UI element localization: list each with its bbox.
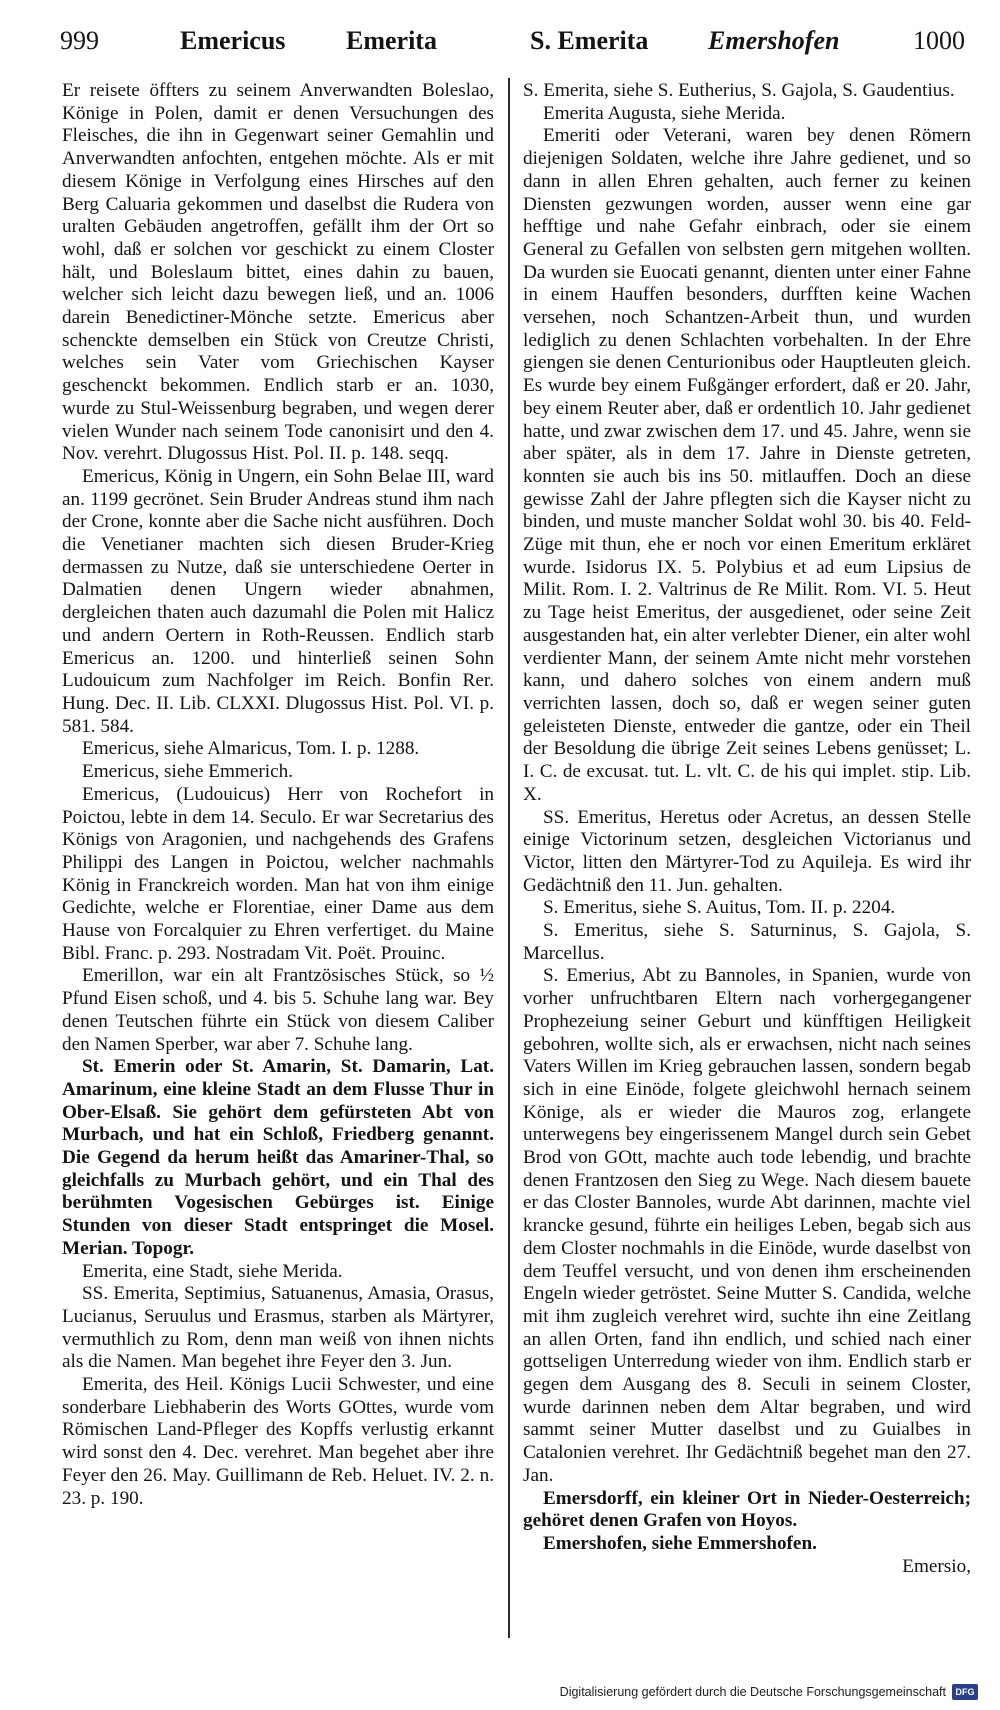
entry-ss-emeritus: SS. Emeritus, Heretus oder Acretus, an dessen Stelle einige Victorinum setzen, desgleichen Victorianus und Victor, litten den Märtyrer-Tod zu Aquileja. Es wird ihr Gedächtniß den 11. Jun. gehalten. — [523, 806, 971, 896]
column-divider — [508, 78, 510, 1638]
dfg-logo-icon: DFG — [952, 1684, 978, 1700]
footer-credit: Digitalisierung gefördert durch die Deutsche Forschungsgemeinschaft — [559, 1685, 946, 1699]
running-header — [60, 18, 965, 62]
catchword: Emersio, — [902, 1555, 971, 1577]
header-keyword-4: Emershofen — [708, 26, 840, 55]
header-keyword-1: Emericus — [180, 26, 286, 55]
header-keyword-3: S. Emerita — [530, 26, 649, 55]
header-keyword-2: Emerita — [346, 26, 437, 55]
entry-s-emeritus-auitus: S. Emeritus, siehe S. Auitus, Tom. II. p. 2204. — [543, 897, 896, 919]
entry-emerita-city: Emerita, eine Stadt, siehe Merida. — [82, 1260, 343, 1282]
entry-emericus-ludouicus: Emericus, (Ludouicus) Herr von Rochefort in Poictou, lebte in dem 14. Seculo. Er war Secretarius des Königs von Aragonien, und nachgehends des Grafens Philippi des Langen in Poictou, welcher nachmahls König in Franckreich worden. Man hat von ihm einige Gedichte, welche er Florentiae, einer Dame aus dem Hause von Forcalquier zu Ehren verfertiget. du Maine Bibl. Franc. p. 293. Nostradam Vit. Poët. Prouinc. — [62, 783, 494, 964]
entry-emericus-almaricus: Emericus, siehe Almaricus, Tom. I. p. 1288. — [82, 738, 420, 760]
page-number-left: 999 — [60, 26, 99, 55]
entry-emerillon: Emerillon, war ein alt Frantzösisches Stück, so ½ Pfund Eisen schoß, und 4. bis 5. Schuhe lang war. Bey denen Teutschen führte ein Stück von diesem Caliber den Namen Sperber, war aber 7. Schuhe lang. — [62, 965, 494, 1055]
entry-s-emerius: S. Emerius, Abt zu Bannoles, in Spanien, wurde von vorher unfruchtbaren Eltern nach vorhergegangener Prophezeiung seiner Geburt und künfftigen Heiligkeit gebohren, wollte sich, als er erwachsen, nicht nach seines Vaters Willen im Krieg gebrauchen lassen, sondern begab sich in eine Einöde, folgete gleichwohl hernach seinem Könige, als er wieder die Mauros zog, erlangete unterwegens bey eingerissenem Mangel durch sein Gebet Brod von GOtt, machte auch tode lebendig, und brachte denen Frantzosen den Sieg zu Wege. Nach diesem bauete er das Closter Bannoles, wurde Abt darinnen, machte viel krancke gesund, führte ein heiliges Leben, begab sich aus dem Closter nochmahls in die Einöde, wurde daselbst von dem Teuffel versucht, und von denen ihm erscheinenden Engeln wieder getröstet. Seine Mutter S. Candida, welche mit ihm zugleich verehret wird, suchte ihn eine Zeitlang an allen Orten, fand ihn endlich, und schied nach einer gottseligen Unterredung wieder von ihm. Endlich starb er gegen dem Ausgang des 8. Seculi in seinem Closter, wurde darinnen neben dem Altar begraben, und wird sammt seiner Mutter daselbst und zu Guialbes in Catalonien verehret. Ihr Gedächtniß begehet man den 27. Jan. — [523, 965, 971, 1486]
entry-emersdorff: Emersdorff, ein kleiner Ort in Nieder-Oesterreich; gehöret denen Grafen von Hoyos. — [523, 1487, 971, 1532]
digitization-footer — [560, 1684, 978, 1700]
entry-emerita-augusta: Emerita Augusta, siehe Merida. — [543, 102, 786, 124]
page-number-right: 1000 — [913, 26, 965, 55]
entry-ss-emerita: SS. Emerita, Septimius, Satuanenus, Amasia, Orasus, Lucianus, Seruulus und Erasmus, starben als Märtyrer, vermuthlich zu Rom, denn man weiß von ihnen nichts als die Namen. Man begehet ihre Feyer den 3. Jun. — [62, 1283, 494, 1373]
right-column — [523, 80, 971, 1578]
entry-emeriti: Emeriti oder Veterani, waren bey denen Römern diejenigen Soldaten, welche ihre Jahre gedienet, und so dann in allen Ehren gehalten, auch ferner zu keinen Diensten gezwungen worden, ausser wenn eine gar hefftige und nahe Gefahr einbrach, oder sie einem General zu Gefallen von selbsten gern mitgehen wollten. Da wurden sie Euocati genannt, dienten unter einer Fahne in einem Hauffen besonders, durfften keine Wachen versehen, noch Schantzen-Arbeit thun, und wurden lediglich zu denen Schlachten vorbehalten. In der Ehre giengen sie denen Centurionibus oder Hauptleuten gleich. Es wurde bey einem Fußgänger erfordert, daß er 20. Jahr, bey einem Reuter aber, daß er ordentlich 10. Jahr gedienet hatte, und zwar zwischen dem 17. und 45. Jahre, wenn sie aber später, als in dem 17. Jahre in Dienste getreten, konnten sie auch bis ins 50. mitlauffen. Doch an diese gewisse Zahl der Jahre pflegten sich die Kayser nicht zu binden, und muste mancher Soldat wohl 30. bis 40. Feld-Züge mit thun, ehe er noch vor einen Emeritum erkläret wurde. Isidorus IX. 5. Polybius et ad eum Lipsius de Milit. Rom. I. 2. Valtrinus de Re Milit. Rom. VI. 5. Heut zu Tage heist Emeritus, der ausgedienet, oder seine Zeit ausgestanden hat, ein alter verlebter Diener, ein alter wohl verdienter Mann, der seinem Amte nicht mehr vorstehen kann, und dahero solches von einem andern muß verrichten lassen, doch so, daß er wegen seiner guten geleisteten Dienste, entweder die gantze, oder ein Theil der Besoldung die übrige Zeit seines Lebens genüsset; L. I. C. de excusat. tut. L. vlt. C. de his qui implet. stip. Lib. X. — [523, 125, 971, 805]
entry-s-emerita: S. Emerita, siehe S. Eutherius, S. Gajola, S. Gaudentius. — [523, 80, 955, 101]
entry-emericus-king: Emericus, König in Ungern, ein Sohn Belae III, ward an. 1199 gecrönet. Sein Bruder Andreas stund ihm nach der Crone, konnte aber die Sache nicht ausführen. Doch die Venetianer machten sich diesen Bruder-Krieg dermassen zu Nutze, daß sie unterschiedene Oerter in Dalmatien denen Ungern wieder abnahmen, dergleichen thaten auch dazumahl die Polen mit Halicz und andern Oertern in Roth-Reussen. Endlich starb Emericus an. 1200. und hinterließ seinen Sohn Ludouicum zum Nachfolger im Reich. Bonfin Rer. Hung. Dec. II. Lib. CLXXI. Dlugossus Hist. Pol. VI. p. 581. 584. — [62, 465, 494, 737]
entry-st-emerin: St. Emerin oder St. Amarin, St. Damarin, Lat. Amarinum, eine kleine Stadt an dem Flusse Thur in Ober-Elsaß. Sie gehört dem gefürsteten Abt von Murbach, und hat ein Schloß, Friedberg genannt. Die Gegend da herum heißt das Amariner-Thal, so gleichfalls zu Murbach gehört, und ein Thal des berühmten Vogesischen Gebürges ist. Einige Stunden von dieser Stadt entspringet die Mosel. Merian. Topogr. — [62, 1056, 494, 1259]
entry-emershofen: Emershofen, siehe Emmershofen. — [543, 1533, 817, 1554]
entry-emericus-continued: Er reisete öffters zu seinem Anverwandten Boleslao, Könige in Polen, damit er denen Versuchungen des Fleisches, die ihn in Gegenwart seiner Gemahlin und Anverwandten anfochten, entgehen möchte. Als er mit diesem Könige in Verfolgung eines Hirsches auf den Berg Caluaria gekommen und daselbst die Rudera von uralten Gebäuden angetroffen, gefällt ihm der Ort so wohl, daß er solchen vor geschickt zu einem Closter hält, und Boleslaum bittet, eines dahin zu bauen, welcher sich leicht dazu bewegen ließ, und an. 1006 darein Benedictiner-Mönche setzte. Emericus aber schenckte demselben ein Stück von Creutze Christi, welches sein Vater vom Griechischen Kayser geschenckt bekommen. Endlich starb er an. 1030, wurde zu Stul-Weissenburg begraben, und wegen derer vielen Wunder nach seinem Tode canonisirt und den 4. Nov. verehrt. Dlugossus Hist. Pol. II. p. 148. seqq. — [62, 80, 494, 465]
entry-s-emeritus-saturninus: S. Emeritus, siehe S. Saturninus, S. Gajola, S. Marcellus. — [523, 920, 971, 964]
entry-emerita-sister: Emerita, des Heil. Königs Lucii Schwester, und eine sonderbare Liebhaberin des Worts GOttes, wurde vom Römischen Land-Pfleger des Kopffs verlustig erkannt wird sonst den 4. Dec. verehret. Man begehet aber ihre Feyer den 26. May. Guillimann de Reb. Heluet. IV. 2. n. 23. p. 190. — [62, 1374, 494, 1509]
entry-emericus-emmerich: Emericus, siehe Emmerich. — [82, 761, 293, 783]
left-column — [62, 80, 494, 1510]
